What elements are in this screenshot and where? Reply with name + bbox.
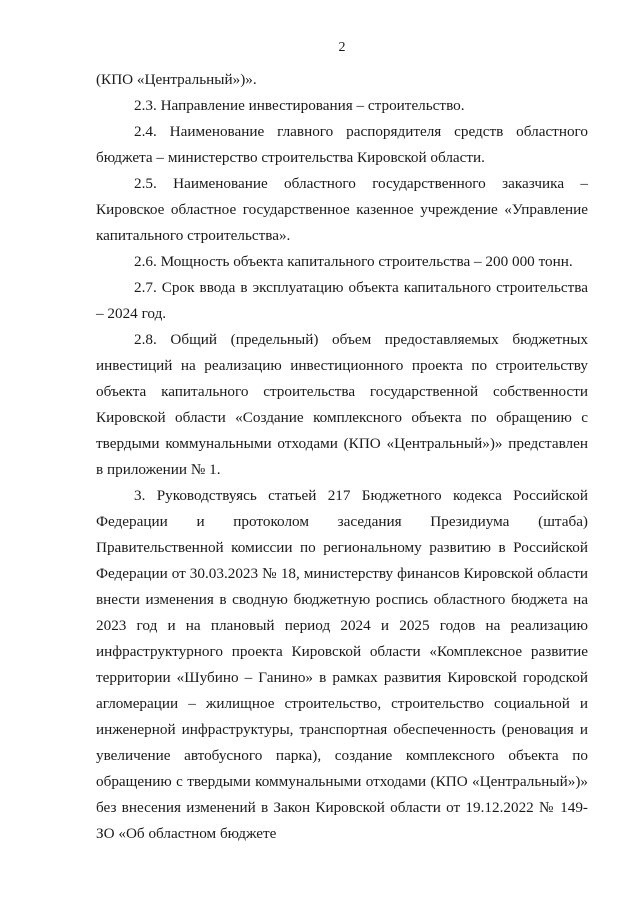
page-number: 2: [338, 40, 346, 55]
document-body: [96, 67, 588, 847]
paragraph-2-8: 2.8. Общий (предельный) объем предоставляемых бюджетных инвестиций на реализацию инвестиционного проекта по строительству объекта капитального строительства государственной собственности Кировской области «Создание комплексного объекта по обращению с твердыми коммунальными отходами (КПО «Центральный»)» представлен в приложении № 1.: [96, 331, 588, 478]
paragraph-2-7: 2.7. Срок ввода в эксплуатацию объекта капитального строительства – 2024 год.: [96, 279, 588, 322]
paragraph-2-3: 2.3. Направление инвестирования – строительство.: [134, 97, 465, 114]
paragraph-2-6: 2.6. Мощность объекта капитального строительства – 200 000 тонн.: [134, 253, 573, 270]
paragraph-continuation: (КПО «Центральный»)».: [96, 71, 257, 88]
paragraph-2-4: 2.4. Наименование главного распорядителя средств областного бюджета – министерство строительства Кировской области.: [96, 123, 588, 166]
paragraph-3: 3. Руководствуясь статьей 217 Бюджетного кодекса Российской Федерации и протоколом заседания Президиума (штаба) Правительственной комиссии по региональному развитию в Российской Федерации от 30.03.2023 № 18, министерству финансов Кировской области внести изменения в сводную бюджетную роспись областного бюджета на 2023 год и на плановый период 2024 и 2025 годов на реализацию инфраструктурного проекта Кировской области «Комплексное развитие территории «Шубино – Ганино» в рамках развития Кировской городской агломерации – жилищное строительство, строительство социальной и инженерной инфраструктуры, транспортная обеспеченность (реновация и увеличение автобусного парка), создание комплексного объекта по обращению с твердыми коммунальными отходами (КПО «Центральный»)» без внесения изменений в Закон Кировской области от 19.12.2022 № 149-ЗО «Об областном бюджете: [96, 487, 588, 842]
paragraph-2-5: 2.5. Наименование областного государственного заказчика – Кировское областное государственное казенное учреждение «Управление капитального строительства».: [96, 175, 588, 244]
